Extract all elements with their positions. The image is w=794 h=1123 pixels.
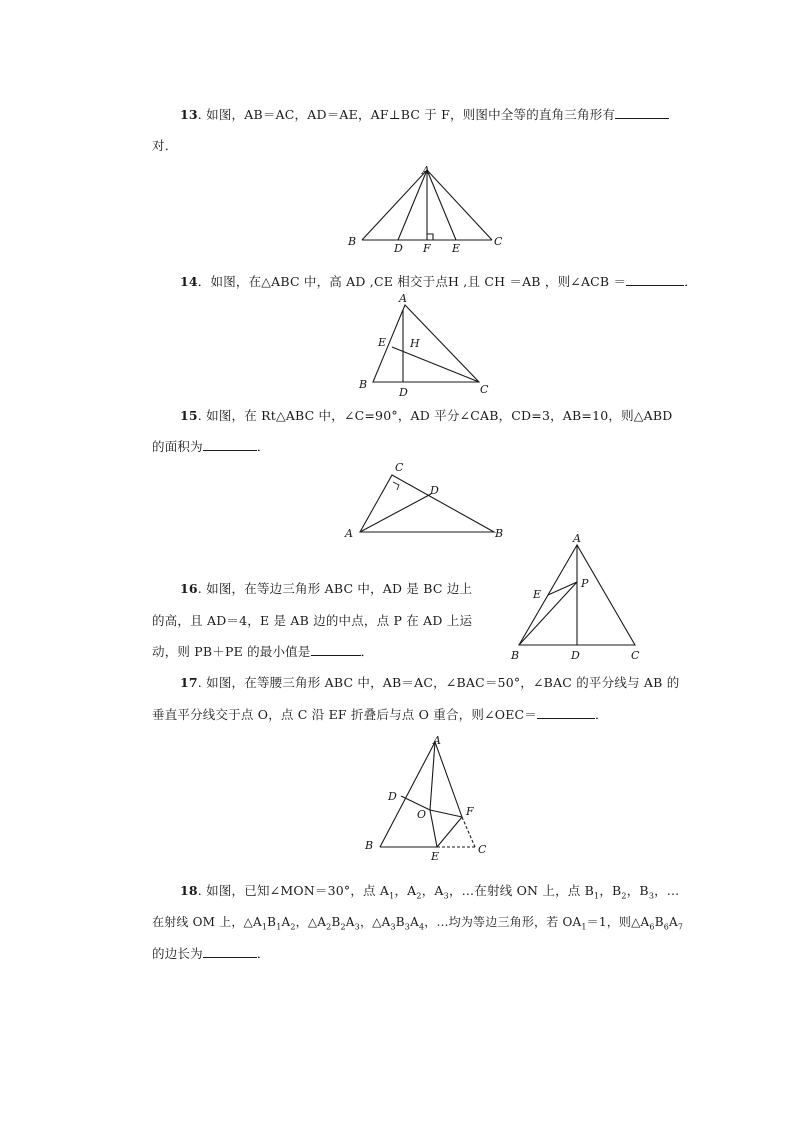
q17-end: ． — [594, 707, 608, 722]
q17-label-d: D — [388, 790, 397, 803]
q15-label-c: C — [395, 461, 404, 474]
q18-sub: 1 — [594, 891, 600, 901]
q14-end: ． — [684, 274, 697, 289]
q13-text: . 如图，AB＝AC，AD＝AE，AF⊥BC 于 F，则图中全等的直角三角形有 — [197, 107, 616, 122]
q18-sub: 7 — [677, 922, 684, 932]
q16-end: ． — [360, 644, 374, 659]
q16-answer-blank[interactable] — [311, 643, 361, 656]
q17-label-o: O — [417, 808, 427, 821]
q17-label-b: B — [365, 839, 374, 852]
q18-sub: 3 — [443, 891, 449, 901]
q17-figure — [355, 730, 505, 865]
q13-line1 — [180, 105, 669, 123]
q18-sub: 1 — [389, 891, 395, 901]
q13-segment-ad — [398, 170, 427, 240]
q18-text1c: ，A — [421, 883, 444, 898]
q17-label-c: C — [478, 843, 487, 856]
q15-text: . 如图，在 Rt△ABC 中，∠C=90°，AD 平分∠CAB，CD=3，AB=10，则△ABD — [197, 408, 673, 423]
q17-line1 — [180, 673, 679, 691]
q14-label-e: E — [378, 336, 387, 349]
q17-label-a: A — [433, 734, 441, 747]
q14-number: 14 — [180, 274, 198, 289]
q18-text2a: 在射线 OM 上，△A — [152, 915, 262, 929]
q18-sub: 3 — [390, 922, 396, 932]
q18-text2c: ，△A — [359, 915, 391, 929]
q18-sub: 4 — [418, 922, 425, 932]
q16-text3: 动，则 PB＋PE 的最小值是 — [152, 644, 311, 659]
q18-sub: 3 — [404, 922, 411, 932]
q18-text: A — [410, 915, 419, 929]
q13-answer-blank[interactable] — [615, 106, 669, 119]
q17-label-f: F — [466, 805, 474, 818]
q14-altitude-ce — [392, 347, 479, 382]
q18-text1a: . 如图，已知∠MON＝30°，点 A — [197, 883, 390, 898]
q17-segment-fc-dashed — [462, 817, 475, 847]
q17-segment-oe — [430, 810, 437, 847]
q16-line1 — [180, 579, 472, 597]
q17-line2 — [152, 705, 608, 723]
q16-label-c: C — [631, 649, 640, 662]
q13-line2: 对． — [152, 138, 178, 153]
q15-label-d: D — [430, 484, 439, 497]
q17-answer-blank[interactable] — [537, 706, 595, 719]
q18-text1d: ，…在射线 ON 上，点 B — [448, 883, 595, 898]
q13-label-e: E — [452, 242, 461, 255]
q17-number: 17 — [180, 675, 198, 690]
q17-segment-of — [430, 810, 462, 817]
q15-figure — [340, 457, 515, 547]
q13-label-f: F — [423, 242, 431, 255]
q13-label-b: B — [348, 235, 357, 248]
q17-bisector-ao — [430, 742, 435, 810]
q18-text: A — [281, 915, 291, 929]
q18-sub: 3 — [648, 891, 655, 901]
q18-end: ． — [256, 946, 270, 961]
q18-text2d: ，…均为等边三角形，若 OA — [424, 915, 582, 929]
q18-line2 — [152, 913, 683, 931]
q18-text: A — [345, 915, 355, 929]
q14-label-h: H — [410, 337, 420, 350]
q15-end: ． — [256, 439, 270, 454]
q14-figure — [355, 290, 495, 400]
q18-number: 18 — [180, 883, 198, 898]
q14-label-c: C — [480, 383, 489, 396]
q15-line2 — [152, 437, 270, 455]
q18-sub: 1 — [581, 922, 587, 932]
q18-text1f: ，B — [626, 883, 649, 898]
q13-number: 13 — [180, 107, 198, 122]
q16-label-d: D — [571, 649, 580, 662]
q18-text: B — [267, 915, 277, 929]
q18-sub: 2 — [290, 922, 296, 932]
q14-answer-blank[interactable] — [626, 273, 684, 286]
q18-text: A — [669, 915, 678, 929]
q14-triangle — [373, 305, 479, 382]
q18-sub: 6 — [649, 922, 655, 932]
q15-label-b: B — [495, 527, 504, 540]
q15-number: 15 — [180, 408, 198, 423]
q16-label-b: B — [511, 649, 520, 662]
q16-line3 — [152, 642, 373, 660]
q13-label-a: A — [422, 164, 430, 177]
q16-label-e: E — [533, 588, 542, 601]
q16-text1: . 如图，在等边三角形 ABC 中，AD 是 BC 边上 — [197, 581, 473, 596]
q13-right-angle-mark — [427, 234, 433, 240]
q13-segment-ae — [427, 170, 456, 240]
q16-segment-pb — [519, 582, 577, 645]
q18-sub: 2 — [340, 922, 346, 932]
q14-label-a: A — [399, 292, 407, 305]
q14-label-b: B — [359, 378, 368, 391]
q18-sub: 2 — [621, 891, 627, 901]
q16-number: 16 — [180, 581, 198, 596]
q14-label-d: D — [399, 386, 408, 399]
q18-sub: 6 — [663, 922, 670, 932]
q17-text2: 垂直平分线交于点 O，点 C 沿 EF 折叠后与点 O 重合，则∠OEC＝ — [152, 707, 537, 722]
q18-line3 — [152, 944, 270, 962]
q18-text3: 的边长为 — [152, 946, 203, 961]
q18-text2b: ，△A — [295, 915, 327, 929]
q16-line2: 的高，且 AD＝4，E 是 AB 边的中点，点 P 在 AD 上运 — [152, 613, 473, 628]
q16-figure — [505, 530, 650, 665]
q18-text2e: ＝1，则△A — [586, 915, 650, 929]
q18-sub: 2 — [416, 891, 422, 901]
q16-label-p: P — [581, 577, 589, 590]
q18-line1 — [180, 881, 680, 901]
q15-triangle — [360, 475, 494, 532]
q18-text1b: ，A — [394, 883, 417, 898]
q18-sub: 2 — [326, 922, 332, 932]
q13-label-d: D — [394, 242, 403, 255]
q18-text: B — [654, 915, 664, 929]
q17-text1: . 如图，在等腰三角形 ABC 中，AB＝AC，∠BAC＝50°，∠BAC 的平分线与 AB 的 — [197, 675, 680, 690]
q17-fold-line-ef — [437, 817, 462, 847]
q18-text: B — [395, 915, 405, 929]
q18-text: B — [331, 915, 341, 929]
q18-sub: 1 — [276, 922, 282, 932]
q16-label-a: A — [573, 532, 581, 545]
q14-text: ．如图，在△ABC 中，高 AD ,CE 相交于点H ,且 CH ＝AB ，则∠ACB ＝ — [197, 274, 627, 289]
q18-sub: 3 — [354, 922, 360, 932]
q15-label-a: A — [345, 527, 353, 540]
q13-label-c: C — [494, 235, 503, 248]
q18-text1e: ，B — [599, 883, 622, 898]
q15-line1 — [180, 406, 672, 424]
q18-answer-blank[interactable] — [203, 945, 257, 958]
q18-sub: 1 — [261, 922, 268, 932]
q15-right-angle-mark — [393, 482, 399, 490]
q13-figure — [340, 160, 520, 255]
q14-line1 — [180, 272, 697, 290]
q15-text2: 的面积为 — [152, 439, 203, 454]
q18-text1g: ，… — [654, 883, 680, 898]
q15-answer-blank[interactable] — [203, 438, 257, 451]
q17-label-e: E — [431, 850, 440, 863]
